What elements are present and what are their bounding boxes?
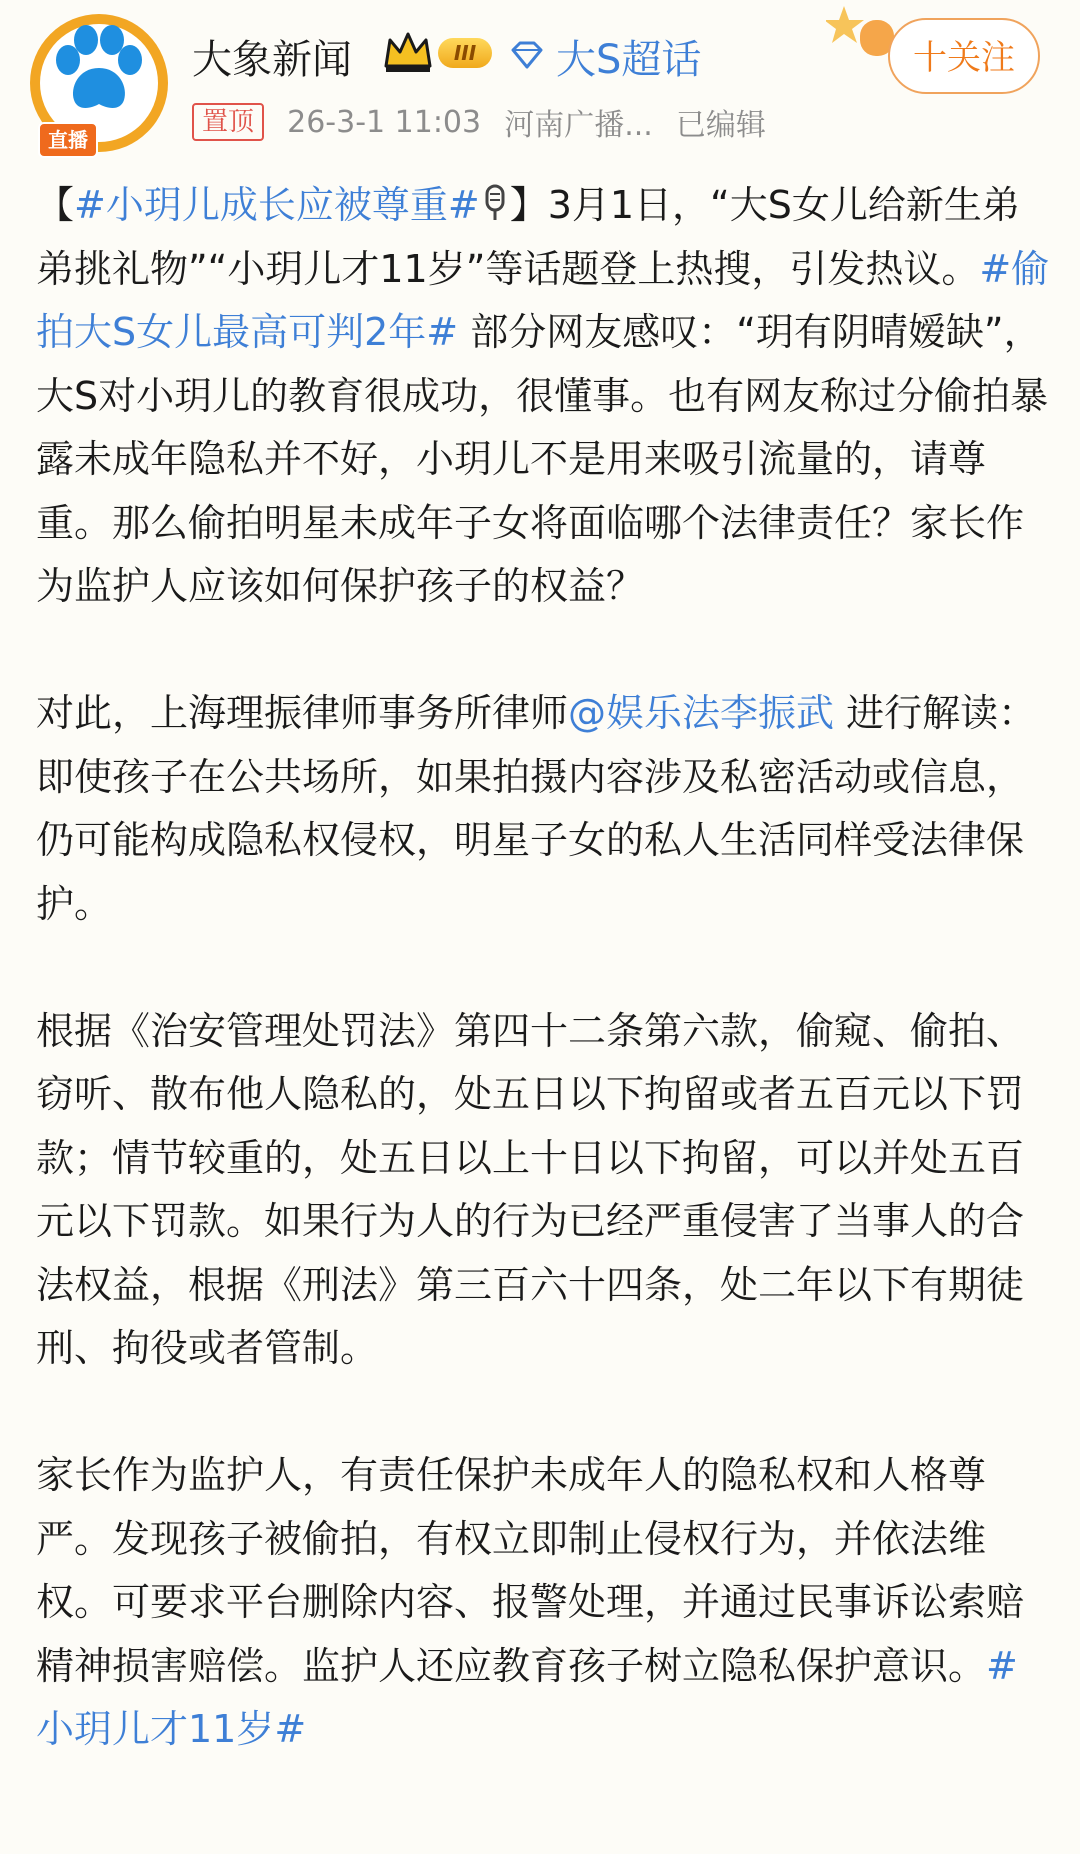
hashtag-link[interactable]: #小玥儿才11岁# [36,1643,1018,1751]
post-source[interactable]: 河南广播... [504,108,653,143]
paragraph-4: 家长作为监护人，有责任保护未成年人的隐私权和人格尊严。发现孩子被偷拍，有权立即制止侵权行为，并依法维权。可要求平台删除内容、报警处理，并通过民事诉讼索赔精神损害赔偿。监护人还应教育孩子树立隐私保护意识。#小玥儿才11岁# [36,1453,1025,1751]
paw-logo-icon [48,24,150,124]
paragraph-2: 对此，上海理振律师事务所律师@娱乐法李振武 进行解读：即使孩子在公共场所，如果拍摄内容涉及私密活动或信息，仍可能构成隐私权侵权，明星子女的私人生活同样受法律保护。 [36,691,1037,926]
hashtag-link[interactable]: #偷拍大S女儿最高可判2年# [36,246,1050,354]
star-decoration-icon [826,2,896,62]
paragraph-1: 【#小玥儿成长应被尊重# 】3月1日，“大S女儿给新生弟弟挑礼物”“小玥儿才11岁”等话题登上热搜，引发热议。#偷拍大S女儿最高可判2年# 部分网友感叹：“玥有阴晴嫒缺”，大S对小玥儿的教育很成功，很懂事。也有网友称过分偷拍暴露未成年隐私并不好，小玥儿不是用来吸引流量的，请尊重。那么偷拍明星未成年子女将面临哪个法律责任？家长作为监护人应该如何保护孩子的权益？ [36,183,1050,608]
author-name[interactable]: 大象新闻 [192,37,352,83]
post-date: 26-3-1 11:03 [287,104,482,140]
post-header [0,0,1080,175]
post-body [36,174,1051,1762]
mention-link[interactable]: @娱乐法李振武 [568,691,835,735]
diamond-icon [510,40,544,70]
crown-icon [382,30,434,74]
microphone-icon [482,184,508,224]
level-badge: III [438,38,492,68]
paragraph-3: 根据《治安管理处罚法》第四十二条第六款，偷窥、偷拍、窃听、散布他人隐私的，处五日以下拘留或者五百元以下罚款；情节较重的，处五日以上十日以下拘留，可以并处五百元以下罚款。如果行为人的行为已经严重侵害了当事人的合法权益，根据《刑法》第三百六十四条，处二年以下有期徒刑、拘役或者管制。 [36,1008,1025,1370]
edited-label[interactable]: 已编辑 [675,108,766,143]
hashtag-link[interactable]: #小玥儿成长应被尊重# [74,183,480,227]
post-meta [192,100,766,143]
live-badge: 直播 [38,122,98,158]
follow-button[interactable]: 十关注 [888,18,1040,94]
pinned-tag: 置顶 [192,103,264,141]
supertopic-link[interactable]: 大S超话 [556,37,702,83]
